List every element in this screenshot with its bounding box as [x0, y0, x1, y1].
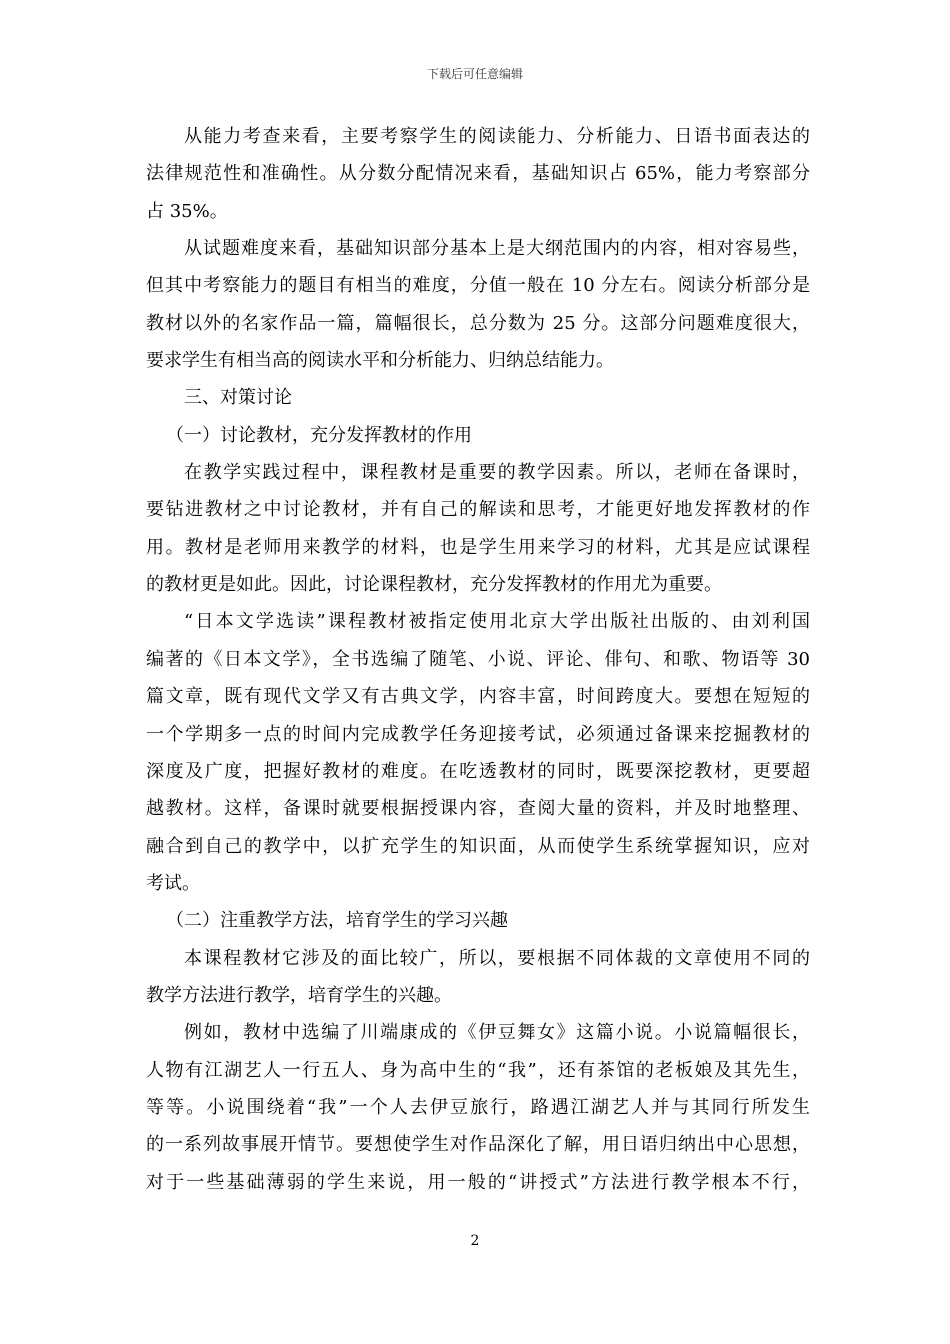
document-body — [146, 118, 810, 1201]
body-line: 编著的《日本文学》，全书选编了随笔、小说、评论、俳句、和歌、物语等 30 — [146, 648, 810, 670]
subsection-heading: （一）讨论教材，充分发挥教材的作用 — [166, 424, 472, 446]
body-line: 要钻进教材之中讨论教材，并有自己的解读和思考，才能更好地发挥教材的作 — [146, 499, 810, 521]
body-line: 例如，教材中选编了川端康成的《伊豆舞女》这篇小说。小说篇幅很长， — [184, 1022, 810, 1044]
page-number: 2 — [470, 1233, 480, 1249]
body-line: 考试。 — [146, 872, 200, 894]
section-heading: 三、对策讨论 — [184, 387, 292, 409]
body-line: 教学方法进行教学，培育学生的兴趣。 — [146, 984, 452, 1006]
body-line: 教材以外的名家作品一篇，篇幅很长，总分数为 25 分。这部分问题难度很大， — [146, 312, 810, 334]
subsection-heading: （二）注重教学方法，培育学生的学习兴趣 — [166, 910, 508, 932]
body-line: 篇文章，既有现代文学又有古典文学，内容丰富，时间跨度大。要想在短短的 — [146, 686, 810, 708]
body-line: 从能力考查来看，主要考察学生的阅读能力、分析能力、日语书面表达的 — [184, 126, 810, 147]
body-line: 人物有江湖艺人一行五人、身为高中生的“我”，还有茶馆的老板娘及其先生， — [146, 1059, 810, 1081]
body-line: “日本文学选读”课程教材被指定使用北京大学出版社出版的、由刘利国 — [184, 611, 810, 633]
body-line: 等等。小说围绕着“我”一个人去伊豆旅行，路遇江湖艺人并与其同行所发生 — [146, 1096, 810, 1118]
body-line: 从试题难度来看，基础知识部分基本上是大纲范围内的内容，相对容易些， — [184, 238, 810, 260]
body-line: 在教学实践过程中，课程教材是重要的教学因素。所以，老师在备课时， — [184, 462, 810, 484]
body-line: 要求学生有相当高的阅读水平和分析能力、归纳总结能力。 — [146, 350, 614, 372]
body-line: 深度及广度，把握好教材的难度。在吃透教材的同时，既要深挖教材，更要超 — [146, 760, 810, 782]
body-line: 对于一些基础薄弱的学生来说，用一般的“讲授式”方法进行教学根本不行， — [146, 1171, 810, 1193]
page-header: 下载后可任意编辑 — [426, 67, 523, 81]
body-line: 但其中考察能力的题目有相当的难度，分值一般在 10 分左右。阅读分析部分是 — [146, 275, 810, 297]
body-line: 法律规范性和准确性。从分数分配情况来看，基础知识占 65%，能力考察部分 — [146, 163, 810, 185]
body-line: 用。教材是老师用来教学的材料，也是学生用来学习的材料，尤其是应试课程 — [146, 536, 810, 558]
body-line: 占 35%。 — [146, 200, 228, 222]
body-line: 融合到自己的教学中，以扩充学生的知识面，从而使学生系统掌握知识，应对 — [146, 835, 810, 857]
body-line: 本课程教材它涉及的面比较广，所以，要根据不同体裁的文章使用不同的 — [184, 947, 810, 969]
body-line: 的一系列故事展开情节。要想使学生对作品深化了解，用日语归纳出中心思想， — [146, 1134, 810, 1156]
body-line: 的教材更是如此。因此，讨论课程教材，充分发挥教材的作用尤为重要。 — [146, 574, 722, 596]
body-line: 越教材。这样，备课时就要根据授课内容，查阅大量的资料，并及时地整理、 — [146, 798, 810, 820]
body-line: 一个学期多一点的时间内完成教学任务迎接考试，必须通过备课来挖掘教材的 — [146, 723, 810, 745]
